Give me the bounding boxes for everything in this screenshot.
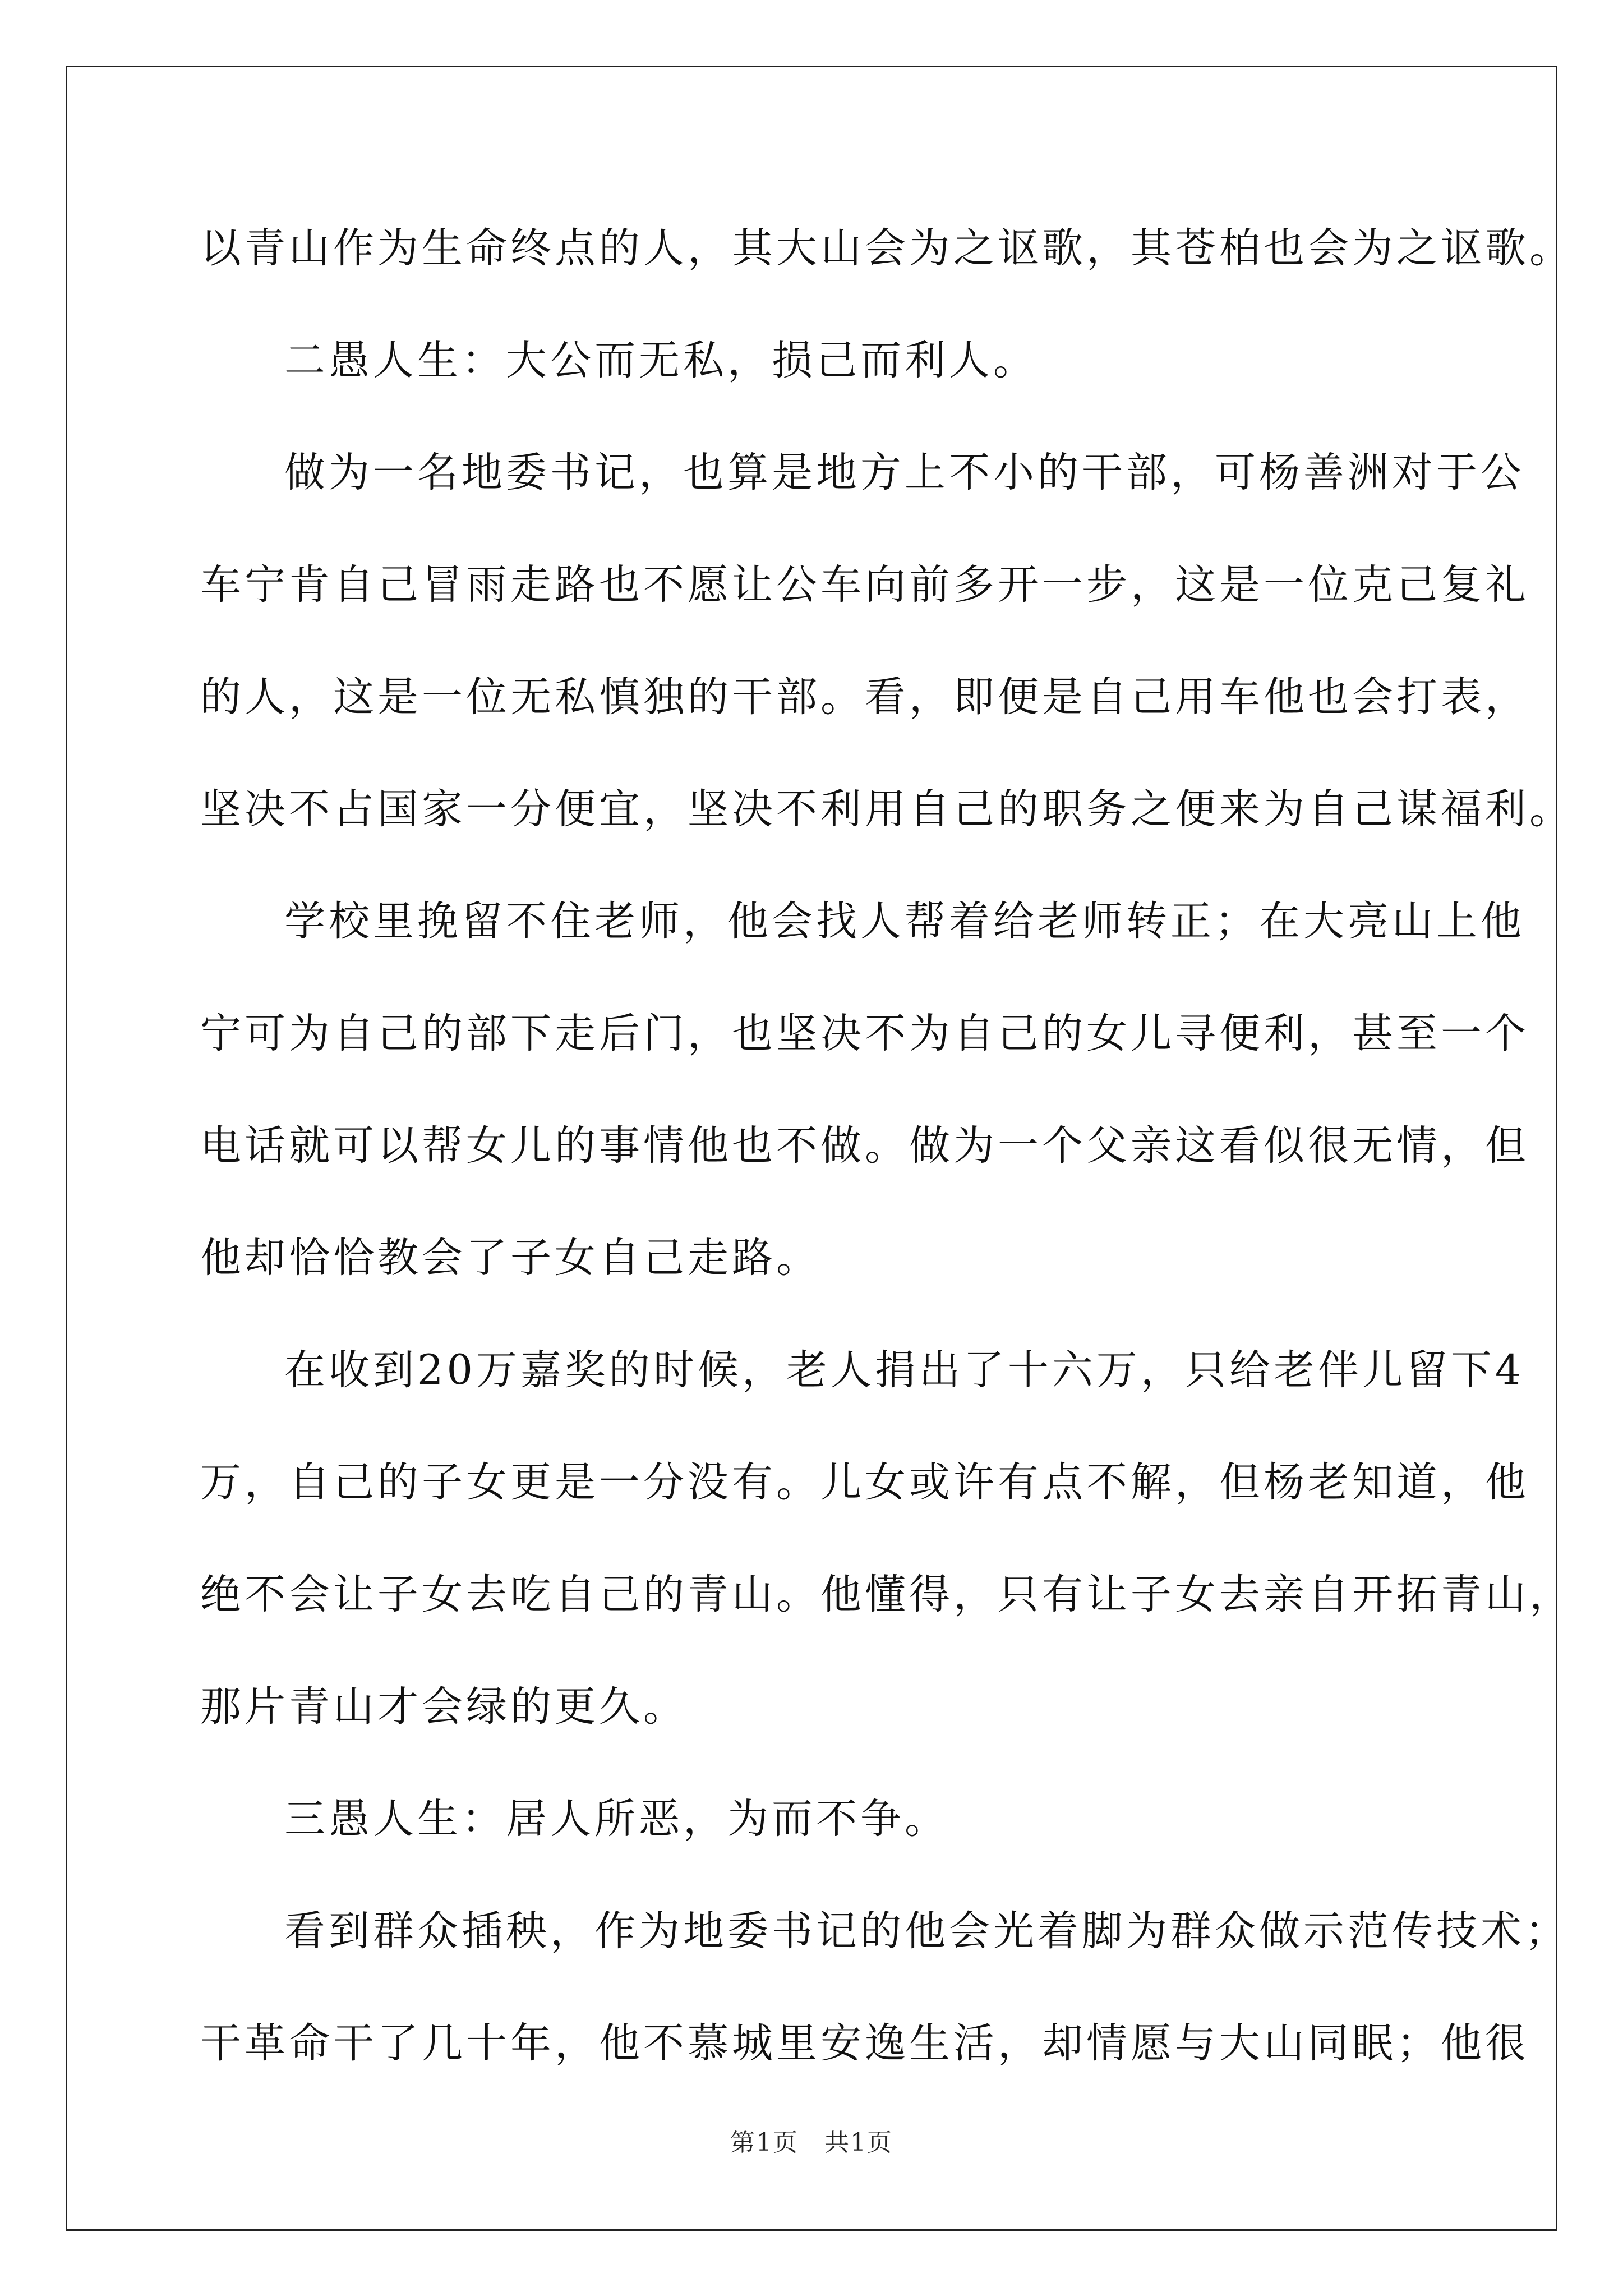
text-line: 以青山作为生命终点的人，其大山会为之讴歌，其苍柏也会为之讴歌。 [200, 224, 1574, 272]
text-line: 的人，这是一位无私慎独的干部。看，即便是自己用车他也会打表， [200, 673, 1529, 721]
text-line: 坚决不占国家一分便宜，坚决不利用自己的职务之便来为自己谋福利。 [200, 785, 1574, 833]
text-line: 绝不会让子女去吃自己的青山。他懂得，只有让子女去亲自开拓青山， [200, 1571, 1574, 1618]
text-line: 做为一名地委书记，也算是地方上不小的干部，可杨善洲对于公 [284, 449, 1525, 496]
text-line: 看到群众插秧，作为地委书记的他会光着脚为群众做示范传技术； [284, 1907, 1569, 1955]
section-heading: 二愚人生：大公而无私，损己而利人。 [284, 337, 1038, 384]
text-line: 车宁肯自己冒雨走路也不愿让公车向前多开一步，这是一位克己复礼 [200, 561, 1529, 609]
text-line: 在收到20万嘉奖的时候，老人捐出了十六万，只给老伴儿留下4 [284, 1346, 1525, 1394]
text-line: 万，自己的子女更是一分没有。儿女或许有点不解，但杨老知道，他 [200, 1458, 1529, 1506]
page-number-footer: 第1页 共1页 [730, 2128, 893, 2157]
section-heading: 三愚人生：居人所恶，为而不争。 [284, 1795, 949, 1843]
text-line: 那片青山才会绿的更久。 [200, 1683, 688, 1731]
text-line: 电话就可以帮女儿的事情他也不做。做为一个父亲这看似很无情，但 [200, 1122, 1529, 1170]
text-line: 他却恰恰教会了子女自己走路。 [200, 1234, 820, 1282]
text-line: 干革命干了几十年，他不慕城里安逸生活，却情愿与大山同眠；他很 [200, 2019, 1529, 2067]
text-line: 宁可为自己的部下走后门，也坚决不为自己的女儿寻便利，甚至一个 [200, 1010, 1529, 1057]
text-line: 学校里挽留不住老师，他会找人帮着给老师转正；在大亮山上他 [284, 898, 1525, 945]
